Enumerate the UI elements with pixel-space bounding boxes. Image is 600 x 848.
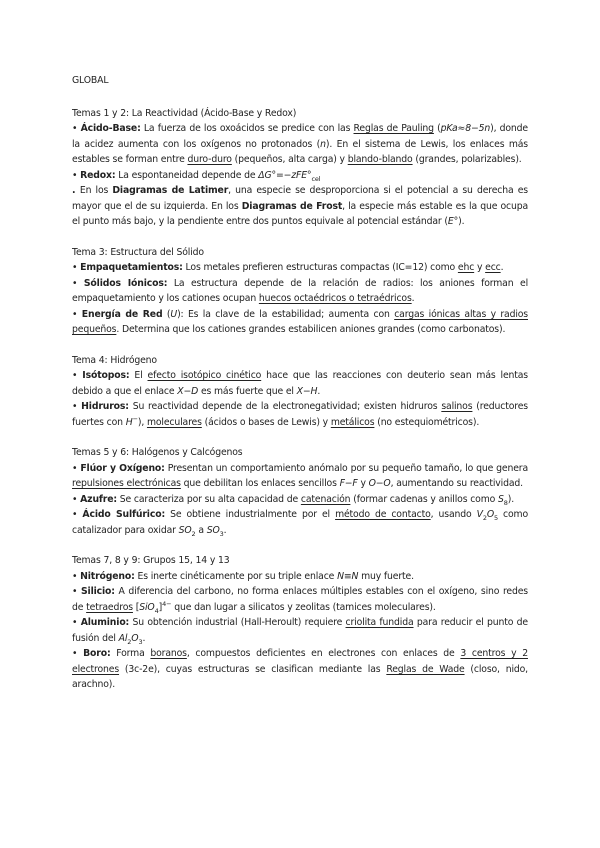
text-run: 2 bbox=[482, 513, 487, 522]
section-heading: Temas 7, 8 y 9: Grupos 15, 14 y 13 bbox=[72, 555, 230, 566]
text-run: , aumentando su reactividad. bbox=[390, 478, 523, 489]
underlined-term: huecos octaédricos o tetraédricos bbox=[258, 293, 412, 304]
bullet-paragraph bbox=[72, 168, 528, 184]
text-run: • bbox=[72, 277, 84, 289]
text-run: para reducir el punto de fusión del bbox=[72, 617, 528, 644]
text-run: U bbox=[170, 308, 178, 320]
text-run: es más fuerte que el bbox=[198, 385, 297, 397]
underlined-term: ehc bbox=[457, 262, 475, 273]
text-run: (3c-2e), cuyas estructuras se clasifican mediante las bbox=[119, 663, 387, 675]
term-label: Aluminio: bbox=[80, 617, 130, 628]
term-label: Empaquetamientos: bbox=[80, 262, 183, 273]
underlined-term: moleculares bbox=[146, 416, 202, 428]
text-run: 8 bbox=[503, 498, 508, 507]
bullet-paragraph bbox=[72, 183, 528, 230]
text-run: 4 bbox=[154, 606, 159, 615]
text-run: que debilitan los enlaces sencillos bbox=[180, 478, 340, 489]
bullet-paragraph bbox=[72, 615, 528, 646]
text-run: SO bbox=[178, 524, 192, 536]
text-run: Se caracteriza por su alta capacidad de bbox=[116, 493, 301, 505]
underlined-term: tetraedros bbox=[86, 601, 133, 613]
underlined-term: criolita fundida bbox=[345, 617, 414, 628]
bullet-paragraph bbox=[72, 121, 528, 168]
text-run: SiO bbox=[139, 601, 155, 613]
term-label: Ácido-Base: bbox=[80, 123, 141, 134]
text-run: ), donde la acidez aumenta con los oxígenos no protonados ( bbox=[72, 123, 528, 150]
term-label: Azufre: bbox=[80, 493, 117, 505]
text-run: Los metales prefieren estructuras compactas (IC=12) como bbox=[182, 262, 458, 273]
underlined-term: metálicos bbox=[330, 416, 375, 428]
text-run: • bbox=[72, 370, 83, 381]
text-run: La espontaneidad depende de bbox=[115, 169, 259, 181]
text-run: Es inerte cinéticamente por su triple enlace bbox=[134, 570, 338, 582]
text-run: E° bbox=[447, 216, 459, 227]
bullet-paragraph bbox=[72, 276, 528, 307]
text-run: • bbox=[72, 462, 81, 474]
text-run: N≡N bbox=[337, 570, 359, 582]
text-run: 2 bbox=[127, 637, 132, 646]
text-run: y bbox=[474, 262, 486, 273]
term-label: Flúor y Oxígeno: bbox=[80, 462, 165, 474]
section-heading: Temas 5 y 6: Halógenos y Calcógenos bbox=[72, 447, 243, 458]
bullet-paragraph bbox=[72, 584, 528, 615]
text-run: ). bbox=[458, 216, 465, 227]
bullet-paragraph bbox=[72, 646, 528, 693]
term-label: Ácido Sulfúrico: bbox=[82, 509, 166, 520]
text-run: • bbox=[72, 617, 81, 628]
text-run: 5 bbox=[493, 513, 498, 522]
term-label: Hidruros: bbox=[81, 401, 129, 412]
text-run: • bbox=[72, 570, 81, 582]
text-run: H bbox=[125, 416, 133, 428]
bullet-paragraph bbox=[72, 507, 528, 538]
text-run: O−O bbox=[368, 478, 391, 489]
underlined-term: duro-duro bbox=[187, 154, 232, 165]
text-run: a bbox=[195, 524, 207, 536]
document-body bbox=[72, 106, 528, 693]
document-title: GLOBAL bbox=[72, 75, 109, 86]
text-run: . bbox=[411, 293, 415, 304]
text-run: 3 bbox=[219, 529, 224, 538]
bullet-paragraph bbox=[72, 368, 528, 399]
underlined-term: efecto isotópico cinético bbox=[147, 370, 262, 381]
section bbox=[72, 445, 528, 538]
text-run: pKa≈8−5n bbox=[440, 123, 491, 134]
text-run: (closo, nido, arachno). bbox=[72, 663, 528, 690]
term-label: Boro: bbox=[83, 648, 111, 659]
text-run: . Determina que los cationes grandes estabilicen aniones grandes (como carbonatos). bbox=[116, 324, 506, 335]
bullet-paragraph bbox=[72, 399, 528, 430]
text-run: ( bbox=[433, 123, 441, 134]
term-label: Diagramas de Latimer bbox=[112, 185, 229, 196]
text-run: X−H bbox=[296, 385, 318, 397]
text-run: 3 bbox=[138, 637, 143, 646]
text-run: • bbox=[72, 648, 84, 659]
text-run: como catalizador para oxidar bbox=[72, 509, 529, 536]
text-run: El bbox=[129, 370, 148, 381]
term-label: . bbox=[72, 185, 80, 196]
text-run: 2 bbox=[191, 529, 196, 538]
text-run: (ácidos o bases de Lewis) y bbox=[201, 416, 331, 428]
text-run: • bbox=[72, 493, 81, 505]
text-run: ( bbox=[162, 308, 171, 320]
section bbox=[72, 553, 528, 693]
section bbox=[72, 353, 528, 431]
underlined-term: método de contacto bbox=[335, 509, 431, 520]
term-label: Diagramas de Frost bbox=[241, 200, 343, 212]
underlined-term: ecc bbox=[485, 262, 501, 273]
text-run: . bbox=[500, 262, 504, 273]
section bbox=[72, 245, 528, 338]
text-run: , usando bbox=[430, 509, 477, 520]
bullet-paragraph bbox=[72, 569, 528, 585]
text-run: O bbox=[486, 509, 494, 520]
underlined-term: blando-blando bbox=[347, 154, 413, 165]
text-run: Presentan un comportamiento anómalo por su pequeño tamaño, lo que genera bbox=[164, 462, 528, 474]
text-run: 4− bbox=[162, 599, 172, 608]
text-run: En los bbox=[79, 185, 113, 196]
text-run: La estructura depende de la relación de radios: los aniones forman el empaquetamiento y los cationes ocupan bbox=[72, 277, 528, 304]
text-run: , compuestos deficientes en electrones con enlaces de bbox=[186, 648, 461, 659]
underlined-term: catenación bbox=[300, 493, 351, 505]
text-run: (reductores fuertes con bbox=[72, 401, 528, 428]
text-run: • bbox=[72, 123, 81, 134]
text-run: que dan lugar a silicatos y zeolitas (tamices moleculares). bbox=[171, 601, 436, 613]
bullet-paragraph bbox=[72, 492, 528, 508]
text-run: ): Es la clave de la estabilidad; aumenta con bbox=[177, 308, 395, 320]
text-run: Su obtención industrial (Hall-Heroult) requiere bbox=[129, 617, 346, 628]
text-run: SO bbox=[206, 524, 220, 536]
text-run: Su reactividad depende de la electronegatividad; existen hidruros bbox=[128, 401, 442, 412]
text-run: ΔG°=−zFE° bbox=[258, 169, 312, 181]
text-run: ] bbox=[158, 601, 163, 613]
text-run: . bbox=[142, 632, 146, 644]
text-run: • bbox=[72, 169, 81, 181]
text-run: La fuerza de los oxoácidos se predice con las bbox=[140, 123, 354, 134]
text-run: • bbox=[72, 509, 83, 520]
text-run: • bbox=[72, 586, 81, 597]
bullet-paragraph bbox=[72, 260, 528, 276]
text-run: • bbox=[72, 308, 82, 320]
term-label: Energía de Red bbox=[81, 308, 163, 320]
text-run: • bbox=[72, 262, 81, 273]
text-run: X−D bbox=[177, 385, 199, 397]
bullet-paragraph bbox=[72, 461, 528, 492]
text-run: Al bbox=[118, 632, 128, 644]
section-heading: Tema 3: Estructura del Sólido bbox=[72, 246, 204, 258]
text-run: (no estequiométricos). bbox=[374, 416, 480, 428]
text-run: hace que las reacciones con deuterio sean más lentas debido a que el enlace bbox=[72, 370, 529, 397]
text-run: S bbox=[497, 493, 504, 505]
underlined-term: repulsiones electrónicas bbox=[72, 478, 181, 489]
text-run: ), bbox=[137, 416, 147, 428]
section-heading: Temas 1 y 2: La Reactividad (Ácido-Base y Redox) bbox=[72, 107, 297, 119]
term-label: Nitrógeno: bbox=[80, 570, 135, 582]
text-run: y bbox=[357, 478, 369, 489]
text-run: (grandes, polarizables). bbox=[412, 154, 522, 165]
underlined-term: salinos bbox=[441, 401, 473, 412]
text-run: • bbox=[72, 401, 82, 412]
text-run: Se obtiene industrialmente por el bbox=[165, 509, 336, 520]
text-run: V bbox=[476, 509, 483, 520]
bullet-paragraph bbox=[72, 307, 528, 338]
underlined-term: Reglas de Wade bbox=[386, 663, 465, 675]
text-run: n bbox=[320, 138, 326, 150]
term-label: Sólidos Iónicos: bbox=[83, 277, 168, 289]
text-run: O bbox=[131, 632, 139, 644]
text-run: − bbox=[132, 414, 138, 423]
term-label: Redox: bbox=[80, 169, 116, 181]
text-run: cel bbox=[311, 174, 321, 183]
underlined-term: cargas iónicas altas y radios pequeños bbox=[72, 308, 528, 335]
underlined-term: Reglas de Pauling bbox=[353, 123, 434, 134]
text-run: , una especie se desproporciona si el potencial a su derecha es mayor que el de su izquierda. En los bbox=[72, 185, 529, 212]
underlined-term: boranos bbox=[150, 648, 187, 659]
text-run: muy fuerte. bbox=[358, 570, 414, 582]
text-run: ). bbox=[507, 493, 515, 505]
text-run: ). En el sistema de Lewis, los enlaces más estables se forman entre bbox=[72, 138, 528, 165]
text-run: (pequeños, alta carga) y bbox=[231, 154, 348, 165]
text-run: F−F bbox=[339, 478, 358, 489]
text-run: [ bbox=[132, 601, 140, 613]
term-label: Isótopos: bbox=[82, 370, 130, 381]
text-run: , la especie más estable es la que ocupa el punto más bajo, y la pendiente entre dos puntos equivale al potencial estándar ( bbox=[72, 200, 528, 227]
text-run: . bbox=[317, 385, 321, 397]
text-run: . bbox=[223, 524, 227, 536]
underlined-term: 3 centros y 2 electrones bbox=[72, 648, 528, 675]
text-run: Forma bbox=[110, 648, 151, 659]
term-label: Silicio: bbox=[81, 586, 115, 597]
text-run: (formar cadenas y anillos como bbox=[350, 493, 498, 505]
section bbox=[72, 106, 528, 230]
text-run: A diferencia del carbono, no forma enlaces múltiples estables con el oxígeno, sino redes de bbox=[72, 586, 529, 613]
section-heading: Tema 4: Hidrógeno bbox=[72, 354, 157, 366]
